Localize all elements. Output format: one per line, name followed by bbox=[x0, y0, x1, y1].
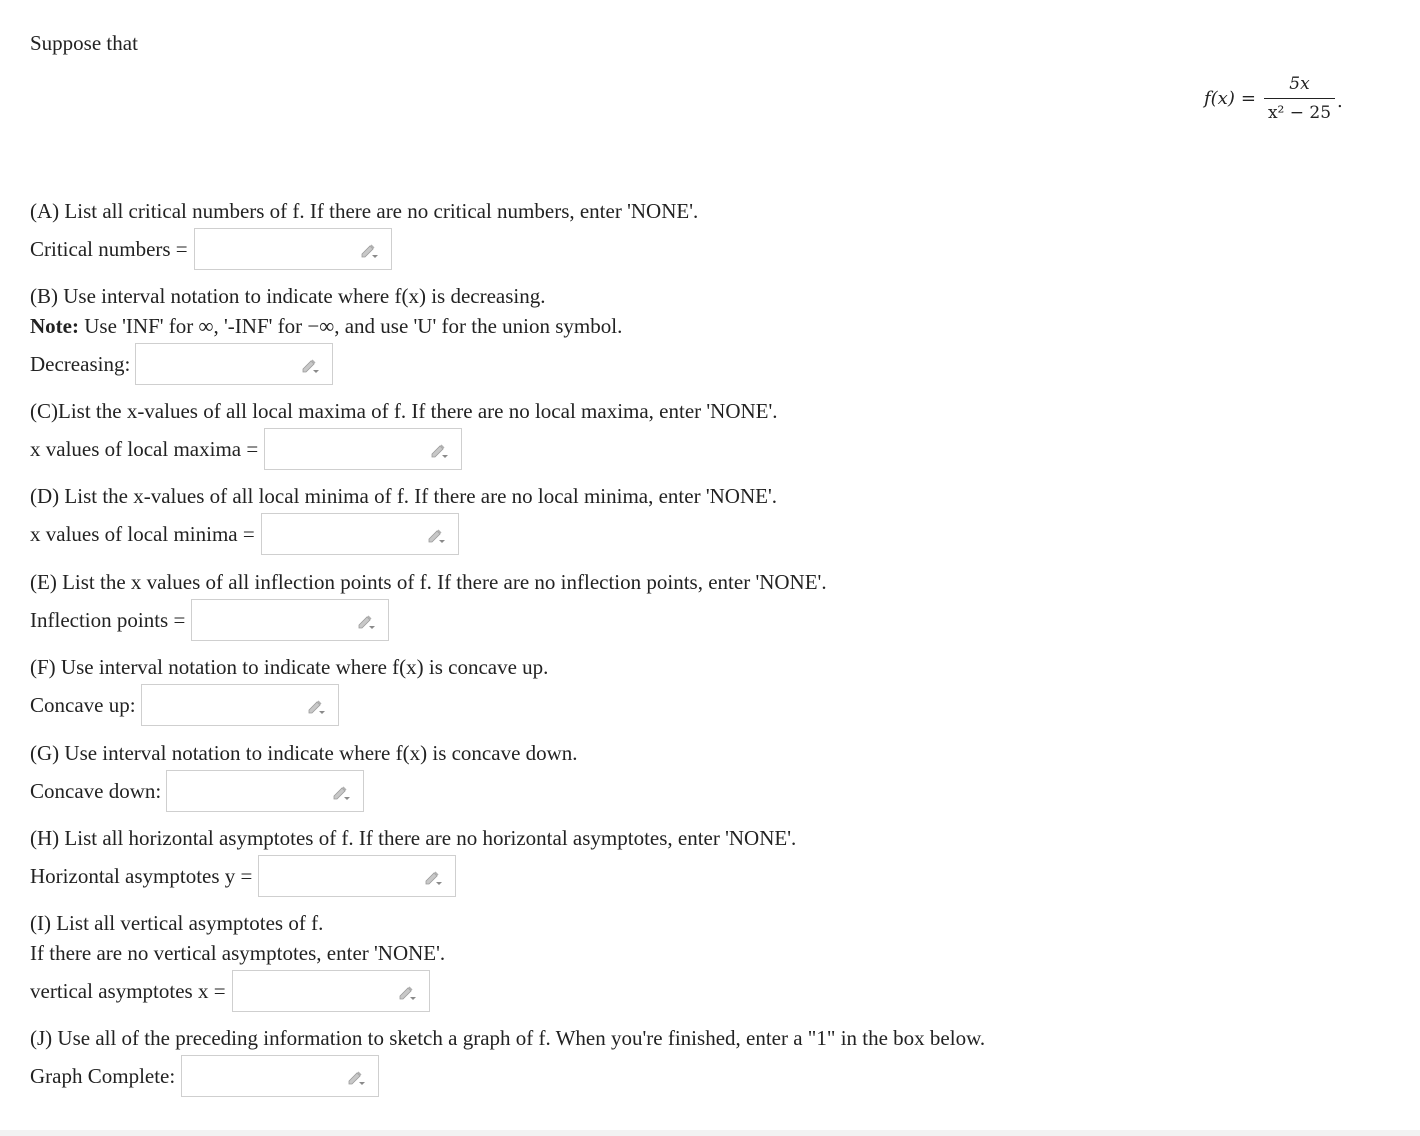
concave-down-input[interactable] bbox=[166, 770, 364, 812]
question-c-prompt: (C)List the x-values of all local maxima of f. If there are no local maxima, enter 'NONE'. bbox=[30, 399, 778, 423]
question-c-answer-row bbox=[30, 428, 462, 470]
question-d-prompt: (D) List the x-values of all local minima of f. If there are no local minima, enter 'NONE'. bbox=[30, 484, 777, 508]
question-d-label: x values of local minima = bbox=[30, 521, 255, 546]
formula-numerator: 5x bbox=[1289, 74, 1310, 94]
question-a-label: Critical numbers = bbox=[30, 236, 188, 261]
formula-fraction bbox=[1264, 74, 1335, 123]
intro-text: Suppose that bbox=[30, 31, 138, 55]
question-d-answer-row bbox=[30, 513, 459, 555]
question-g-label: Concave down: bbox=[30, 778, 162, 803]
graph-complete-input[interactable] bbox=[181, 1055, 379, 1097]
question-j-label: Graph Complete: bbox=[30, 1063, 176, 1088]
function-formula bbox=[1204, 74, 1343, 123]
pencil-dropdown-icon[interactable] bbox=[426, 525, 446, 545]
question-h-prompt: (H) List all horizontal asymptotes of f. If there are no horizontal asymptotes, enter 'NONE'. bbox=[30, 826, 797, 850]
pencil-dropdown-icon[interactable] bbox=[429, 440, 449, 460]
question-f-label: Concave up: bbox=[30, 692, 136, 717]
note-bold-label: Note: bbox=[30, 314, 79, 338]
decreasing-input[interactable] bbox=[135, 343, 333, 385]
question-f-answer-row bbox=[30, 684, 339, 726]
question-i-answer-row bbox=[30, 970, 430, 1012]
question-e-answer-row bbox=[30, 599, 389, 641]
question-i-prompt: (I) List all vertical asymptotes of f. bbox=[30, 911, 324, 935]
pencil-dropdown-icon[interactable] bbox=[346, 1067, 366, 1087]
pencil-dropdown-icon[interactable] bbox=[356, 611, 376, 631]
bottom-divider bbox=[0, 1130, 1420, 1136]
question-e-prompt: (E) List the x values of all inflection points of f. If there are no inflection points, enter 'NONE'. bbox=[30, 570, 827, 594]
pencil-dropdown-icon[interactable] bbox=[300, 355, 320, 375]
question-f-prompt: (F) Use interval notation to indicate where f(x) is concave up. bbox=[30, 655, 549, 679]
pencil-dropdown-icon[interactable] bbox=[423, 867, 443, 887]
question-b-note bbox=[30, 311, 622, 341]
question-a-answer-row bbox=[30, 228, 392, 270]
question-i-label: vertical asymptotes x = bbox=[30, 978, 226, 1003]
formula-lhs: f(x) bbox=[1204, 88, 1235, 109]
question-g-prompt: (G) Use interval notation to indicate where f(x) is concave down. bbox=[30, 741, 578, 765]
question-j-answer-row bbox=[30, 1055, 379, 1097]
question-a-prompt: (A) List all critical numbers of f. If there are no critical numbers, enter 'NONE'. bbox=[30, 199, 699, 223]
question-b-prompt: (B) Use interval notation to indicate where f(x) is decreasing. bbox=[30, 284, 546, 308]
vertical-asymptotes-input[interactable] bbox=[232, 970, 430, 1012]
pencil-dropdown-icon[interactable] bbox=[397, 982, 417, 1002]
question-h-label: Horizontal asymptotes y = bbox=[30, 863, 253, 888]
local-maxima-input[interactable] bbox=[264, 428, 462, 470]
formula-denominator: x² − 25 bbox=[1264, 98, 1335, 123]
question-c-label: x values of local maxima = bbox=[30, 436, 259, 461]
question-b-answer-row bbox=[30, 343, 333, 385]
question-e-label: Inflection points = bbox=[30, 607, 186, 632]
formula-end: . bbox=[1337, 91, 1343, 112]
concave-up-input[interactable] bbox=[141, 684, 339, 726]
local-minima-input[interactable] bbox=[261, 513, 459, 555]
pencil-dropdown-icon[interactable] bbox=[359, 240, 379, 260]
note-text: Use 'INF' for ∞, '-INF' for −∞, and use 'U' for the union symbol. bbox=[78, 314, 623, 338]
pencil-dropdown-icon[interactable] bbox=[306, 696, 326, 716]
critical-numbers-input[interactable] bbox=[194, 228, 392, 270]
inflection-points-input[interactable] bbox=[191, 599, 389, 641]
pencil-dropdown-icon[interactable] bbox=[331, 782, 351, 802]
horizontal-asymptotes-input[interactable] bbox=[258, 855, 456, 897]
question-i-prompt-2: If there are no vertical asymptotes, enter 'NONE'. bbox=[30, 941, 446, 965]
question-b-label: Decreasing: bbox=[30, 351, 131, 376]
question-g-answer-row bbox=[30, 770, 364, 812]
formula-equals: = bbox=[1240, 88, 1256, 109]
question-h-answer-row bbox=[30, 855, 456, 897]
question-j-prompt: (J) Use all of the preceding information to sketch a graph of f. When you're finished, enter a "1" in the box below. bbox=[30, 1026, 986, 1050]
